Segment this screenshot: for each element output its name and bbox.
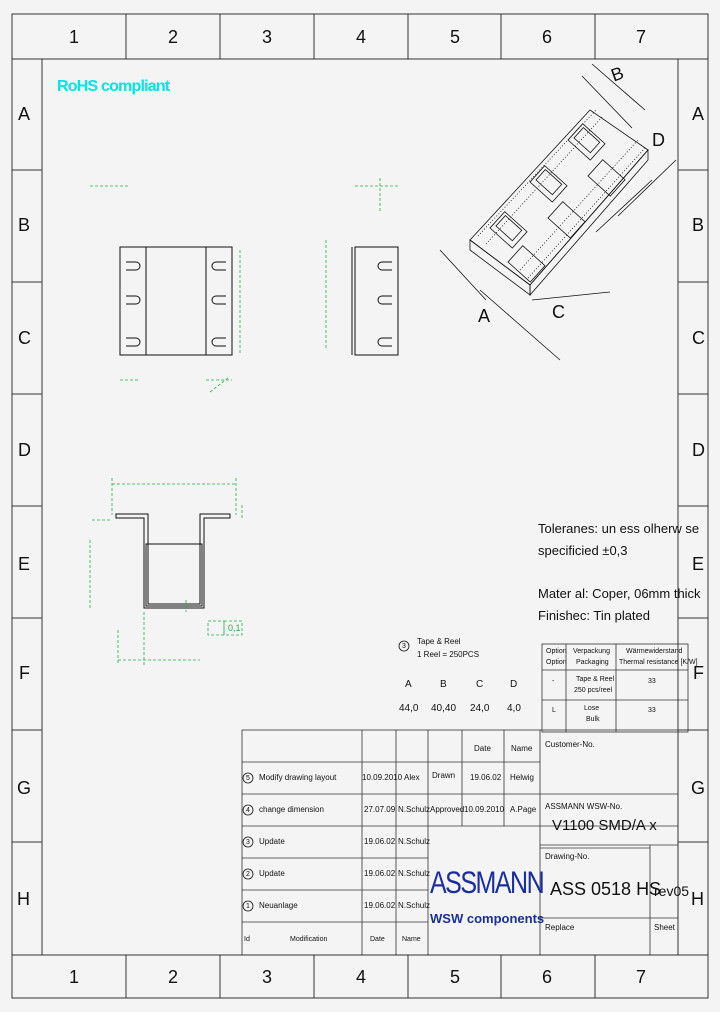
row-label: G <box>17 778 32 798</box>
svg-text:C: C <box>552 302 565 322</box>
options-cell: 33 <box>648 707 656 714</box>
rev-name: Alex <box>404 773 420 782</box>
dim-value: 40,40 <box>431 703 457 714</box>
options-cell: - <box>552 678 555 685</box>
rev-mod: change dimension <box>259 805 324 814</box>
svg-text:B: B <box>608 62 627 86</box>
part-number: V1100 SMD/A x <box>552 817 657 834</box>
rev-id: 5 <box>246 775 250 782</box>
row-label: H <box>691 889 704 909</box>
rev-name: N.Schulz <box>398 901 431 910</box>
rev-footer-id: Id <box>244 936 250 943</box>
options-header: Option <box>546 659 567 666</box>
material-note: Mater al: Coper, 06mm thick <box>538 586 701 601</box>
dim-header: C <box>476 679 484 690</box>
drawn-date: 19.06.02 <box>470 773 502 782</box>
side-view <box>352 247 398 355</box>
rev-mod: Neuanlage <box>259 901 298 910</box>
rev-header-name: Name <box>511 744 533 753</box>
front-view <box>120 247 232 355</box>
row-label: F <box>693 663 704 683</box>
rev-name: N.Schulz <box>398 837 431 846</box>
col-label: 5 <box>450 967 461 987</box>
options-header: Wärmewiderstand <box>626 648 683 655</box>
drawing-number: ASS 0518 HS <box>550 879 662 899</box>
rev-footer-name: Name <box>402 936 421 943</box>
rev-date: 19.06.02 <box>364 901 396 910</box>
rev-id: 4 <box>246 807 250 814</box>
revision-number: rev05 <box>654 883 690 899</box>
tape-reel-marker: 3 <box>402 643 406 650</box>
dim-value: 4,0 <box>507 703 521 714</box>
options-cell: L <box>552 707 556 714</box>
col-label: 7 <box>636 27 647 47</box>
tape-reel-qty: 1 Reel = 250PCS <box>417 650 480 659</box>
row-label: B <box>692 215 705 235</box>
rev-mod: Update <box>259 869 285 878</box>
options-cell: Tape & Reel <box>576 676 615 683</box>
rev-date: 10.09.2010 <box>362 773 403 782</box>
col-label: 1 <box>69 967 80 987</box>
svg-text:A: A <box>478 306 491 326</box>
col-label: 2 <box>168 27 179 47</box>
rev-name: N.Schulz <box>398 805 431 814</box>
row-label: A <box>18 104 31 124</box>
row-label: E <box>692 554 705 574</box>
rev-footer-date: Date <box>370 936 385 943</box>
options-header: Verpackung <box>573 648 610 655</box>
col-label: 6 <box>542 27 553 47</box>
col-label: 1 <box>69 27 80 47</box>
row-label: E <box>18 554 31 574</box>
rev-mod: Modify drawing layout <box>259 773 337 782</box>
row-label: C <box>18 328 31 348</box>
rev-date: 19.06.02 <box>364 869 396 878</box>
row-label: B <box>18 215 31 235</box>
profile-view <box>116 514 230 608</box>
options-header: Thermal resistance [K/W] <box>619 659 698 666</box>
rev-date: 19.06.02 <box>364 837 396 846</box>
rev-id: 2 <box>246 871 250 878</box>
col-label: 3 <box>262 27 273 47</box>
tolerance-note: specificied ±0,3 <box>538 543 628 558</box>
col-label: 7 <box>636 967 647 987</box>
logo-tagline: WSW components <box>430 911 545 926</box>
assmann-no-label: ASSMANN WSW-No. <box>545 802 623 811</box>
rohs-label: RoHS compliant <box>57 78 170 95</box>
col-label: 4 <box>356 27 367 47</box>
sheet-label: Sheet <box>654 923 675 932</box>
drawing-no-label: Drawing-No. <box>545 852 590 861</box>
options-header: Packaging <box>576 659 609 666</box>
col-label: 4 <box>356 967 367 987</box>
rev-header-date: Date <box>474 744 491 753</box>
row-label: D <box>692 440 705 460</box>
options-cell: Lose <box>584 705 600 712</box>
tape-reel-label: Tape & Reel <box>417 637 461 646</box>
approved-label: Approved <box>430 805 465 814</box>
flatness-value: 0,1 <box>228 623 241 633</box>
col-label: 2 <box>168 967 179 987</box>
rev-date: 27.07.09 <box>364 805 396 814</box>
options-header: Option <box>546 648 567 655</box>
row-label: G <box>691 778 706 798</box>
assmann-logo <box>430 860 545 934</box>
col-label: 5 <box>450 27 461 47</box>
col-label: 3 <box>262 967 273 987</box>
row-label: F <box>19 663 30 683</box>
options-table-frame <box>542 644 688 732</box>
row-label: A <box>692 104 705 124</box>
logo-wordmark: ASSMANN <box>430 865 544 901</box>
rev-name: N.Schulz <box>398 869 431 878</box>
tolerance-note: Toleranes: un ess olherw se <box>538 521 700 536</box>
rev-id: 1 <box>246 903 250 910</box>
row-label: D <box>18 440 31 460</box>
dim-value: 44,0 <box>399 703 419 714</box>
options-cell: 33 <box>648 678 656 685</box>
svg-text:D: D <box>652 130 665 150</box>
row-label: C <box>692 328 705 348</box>
options-cell: 250 pcs/reel <box>574 687 613 694</box>
approved-name: A.Page <box>510 805 537 814</box>
dim-header: A <box>405 679 412 690</box>
approved-date: 10.09.2010 <box>464 805 505 814</box>
rev-mod: Update <box>259 837 285 846</box>
rev-id: 3 <box>246 839 250 846</box>
rev-footer-mod: Modification <box>290 936 328 943</box>
finish-note: Finishec: Tin plated <box>538 608 651 623</box>
dim-header: B <box>440 679 447 690</box>
drawn-name: Helwig <box>510 773 535 782</box>
col-label: 6 <box>542 967 553 987</box>
dim-value: 24,0 <box>470 703 490 714</box>
dim-header: D <box>510 679 518 690</box>
options-cell: Bulk <box>586 716 600 723</box>
drawn-label: Drawn <box>432 771 456 780</box>
replace-label: Replace <box>545 923 575 932</box>
customer-no-label: Customer-No. <box>545 740 595 749</box>
row-label: H <box>17 889 30 909</box>
